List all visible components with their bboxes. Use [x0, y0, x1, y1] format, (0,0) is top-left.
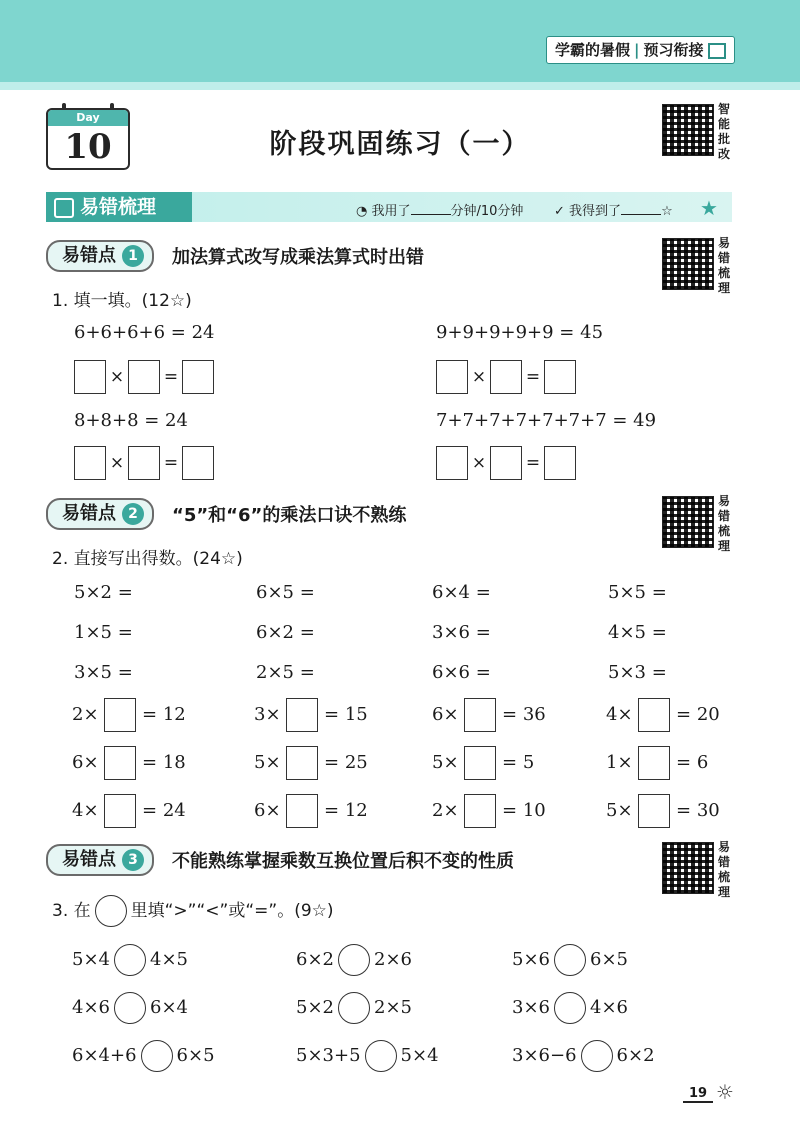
- q2-fill-item: [72, 746, 186, 780]
- compare-left: 5×4: [72, 949, 110, 970]
- score-prefix: 我得到了: [569, 204, 622, 219]
- fill-prefix: 5×: [606, 800, 633, 821]
- q2-fill-item: [432, 746, 534, 780]
- day-number: 10: [64, 127, 112, 167]
- error-point-title-3: 不能熟练掌握乘数互换位置后积不变的性质: [172, 851, 514, 872]
- error-point-title-1: 加法算式改写成乘法算式时出错: [172, 247, 424, 268]
- compare-left: 6×4+6: [72, 1045, 137, 1066]
- brand-badge: [546, 36, 735, 64]
- fill-prefix: 4×: [606, 704, 633, 725]
- compare-circle[interactable]: [554, 944, 586, 976]
- equals-sign: =: [163, 367, 179, 387]
- answer-box[interactable]: [128, 360, 160, 394]
- circle-icon: [95, 895, 127, 927]
- compare-right: 6×2: [616, 1045, 655, 1066]
- equals-sign: =: [163, 453, 179, 473]
- check-icon: ✓: [554, 204, 565, 219]
- compare-right: 6×5: [590, 949, 628, 970]
- book-icon: [708, 43, 726, 59]
- q2-item: 6×2 =: [256, 622, 315, 643]
- q1-answer-row: [436, 446, 576, 480]
- q3-compare: [72, 1040, 215, 1072]
- fill-prefix: 2×: [432, 800, 459, 821]
- star-icon: ★: [700, 196, 718, 220]
- qr-code-icon[interactable]: [662, 238, 714, 290]
- question-3-title: [52, 895, 334, 927]
- fill-suffix: = 15: [324, 704, 368, 725]
- fill-prefix: 2×: [72, 704, 99, 725]
- q3-compare: [512, 944, 628, 976]
- question-1-title: 1. 填一填。(12☆): [52, 291, 192, 311]
- q3-compare: [296, 992, 412, 1024]
- q2-item: 6×4 =: [432, 582, 491, 603]
- q2-fill-item: [254, 746, 368, 780]
- answer-box[interactable]: [638, 794, 670, 828]
- q3-compare: [512, 992, 628, 1024]
- answer-box[interactable]: [104, 746, 136, 780]
- section-label: 易错梳理: [80, 196, 157, 218]
- q2-fill-item: [72, 794, 186, 828]
- compare-circle[interactable]: [338, 992, 370, 1024]
- score-got: [554, 200, 673, 219]
- q2-item: 5×3 =: [608, 662, 667, 683]
- fill-suffix: = 30: [676, 800, 720, 821]
- answer-box[interactable]: [544, 360, 576, 394]
- compare-circle[interactable]: [365, 1040, 397, 1072]
- clock-icon: ◔: [356, 204, 368, 219]
- error-point-label: 易错点: [62, 503, 116, 524]
- compare-right: 5×4: [400, 1045, 439, 1066]
- q2-item: 5×2 =: [74, 582, 133, 603]
- fill-prefix: 5×: [254, 752, 281, 773]
- q3-compare: [296, 944, 412, 976]
- compare-right: 2×5: [374, 997, 412, 1018]
- score-blank[interactable]: [621, 202, 661, 215]
- brand-right: 预习衔接: [643, 41, 704, 59]
- qr-code-icon[interactable]: [662, 496, 714, 548]
- page-title: 阶段巩固练习（一）: [269, 129, 531, 160]
- fill-prefix: 6×: [72, 752, 99, 773]
- q2-fill-item: [432, 794, 546, 828]
- page-number: 19: [683, 1086, 713, 1103]
- answer-box[interactable]: [490, 446, 522, 480]
- top-banner-strip: [0, 82, 800, 90]
- compare-right: 2×6: [374, 949, 412, 970]
- qr-caption-review: 易错梳理: [717, 494, 730, 553]
- answer-box[interactable]: [436, 360, 468, 394]
- fill-prefix: 5×: [432, 752, 459, 773]
- fill-suffix: = 5: [502, 752, 535, 773]
- day-label: Day: [48, 110, 128, 126]
- error-point-title-2: “5”和“6”的乘法口诀不熟练: [172, 505, 407, 526]
- answer-box[interactable]: [74, 446, 106, 480]
- day-calendar: [46, 108, 130, 170]
- fill-prefix: 6×: [254, 800, 281, 821]
- fill-suffix: = 18: [142, 752, 186, 773]
- error-point-label: 易错点: [62, 245, 116, 266]
- q1-answer-row: [74, 446, 214, 480]
- fill-suffix: = 6: [676, 752, 709, 773]
- score-suffix: ☆: [661, 204, 673, 219]
- compare-circle[interactable]: [581, 1040, 613, 1072]
- q1-answer-row: [436, 360, 576, 394]
- error-point-tag-2: [46, 498, 154, 530]
- answer-box[interactable]: [464, 698, 496, 732]
- fill-prefix: 3×: [254, 704, 281, 725]
- compare-circle[interactable]: [554, 992, 586, 1024]
- compare-right: 6×5: [176, 1045, 215, 1066]
- brand-separator: |: [634, 41, 640, 59]
- brand-left: 学霸的暑假: [555, 41, 631, 59]
- q2-item: 3×6 =: [432, 622, 491, 643]
- q1-equation: 7+7+7+7+7+7+7 = 49: [436, 410, 657, 431]
- fill-suffix: = 25: [324, 752, 368, 773]
- answer-box[interactable]: [436, 446, 468, 480]
- answer-box[interactable]: [464, 794, 496, 828]
- error-point-number: 2: [122, 503, 144, 525]
- fill-prefix: 1×: [606, 752, 633, 773]
- times-sign: ×: [471, 367, 487, 387]
- answer-box[interactable]: [74, 360, 106, 394]
- compare-left: 4×6: [72, 997, 110, 1018]
- time-used: [356, 200, 523, 219]
- qr-code-icon[interactable]: [662, 842, 714, 894]
- fill-suffix: = 10: [502, 800, 546, 821]
- compare-right: 4×6: [590, 997, 628, 1018]
- compare-right: 6×4: [150, 997, 188, 1018]
- q2-fill-item: [254, 794, 368, 828]
- q2-fill-item: [432, 698, 546, 732]
- answer-box[interactable]: [104, 794, 136, 828]
- error-point-number: 3: [122, 849, 144, 871]
- q2-item: 2×5 =: [256, 662, 315, 683]
- q1-equation: 6+6+6+6 = 24: [74, 322, 215, 343]
- q2-fill-item: [606, 698, 720, 732]
- q2-item: 5×5 =: [608, 582, 667, 603]
- compare-circle[interactable]: [141, 1040, 173, 1072]
- q2-item: 6×6 =: [432, 662, 491, 683]
- times-sign: ×: [109, 453, 125, 473]
- q2-fill-item: [606, 746, 708, 780]
- compare-circle[interactable]: [338, 944, 370, 976]
- answer-box[interactable]: [286, 746, 318, 780]
- compare-left: 5×3+5: [296, 1045, 361, 1066]
- error-point-tag-1: [46, 240, 154, 272]
- equals-sign: =: [525, 367, 541, 387]
- error-point-tag-3: [46, 844, 154, 876]
- q3-compare: [512, 1040, 655, 1072]
- answer-box[interactable]: [128, 446, 160, 480]
- compare-circle[interactable]: [114, 992, 146, 1024]
- times-sign: ×: [471, 453, 487, 473]
- answer-box[interactable]: [182, 446, 214, 480]
- q2-item: 3×5 =: [74, 662, 133, 683]
- fill-prefix: 6×: [432, 704, 459, 725]
- compare-circle[interactable]: [114, 944, 146, 976]
- time-blank[interactable]: [411, 202, 451, 215]
- answer-box[interactable]: [638, 698, 670, 732]
- q2-item: 6×5 =: [256, 582, 315, 603]
- question-2-title: 2. 直接写出得数。(24☆): [52, 549, 243, 569]
- error-point-number: 1: [122, 245, 144, 267]
- q1-answer-row: [74, 360, 214, 394]
- q3-title-pre: 3. 在: [52, 901, 91, 921]
- time-prefix: 我用了: [371, 204, 411, 219]
- error-point-label: 易错点: [62, 849, 116, 870]
- qr-caption-grading: 智能批改: [717, 102, 730, 161]
- answer-box[interactable]: [638, 746, 670, 780]
- q2-fill-item: [606, 794, 720, 828]
- q2-item: 1×5 =: [74, 622, 133, 643]
- q1-equation: 8+8+8 = 24: [74, 410, 188, 431]
- q3-compare: [296, 1040, 439, 1072]
- q2-fill-item: [254, 698, 368, 732]
- compare-left: 6×2: [296, 949, 334, 970]
- compare-left: 3×6: [512, 997, 550, 1018]
- compare-left: 3×6−6: [512, 1045, 577, 1066]
- answer-box[interactable]: [286, 698, 318, 732]
- list-icon: [54, 198, 74, 218]
- qr-caption-review: 易错梳理: [717, 236, 730, 295]
- compare-left: 5×6: [512, 949, 550, 970]
- answer-box[interactable]: [490, 360, 522, 394]
- q2-fill-item: [72, 698, 186, 732]
- q2-item: 4×5 =: [608, 622, 667, 643]
- qr-caption-review: 易错梳理: [717, 840, 730, 899]
- q3-compare: [72, 944, 188, 976]
- fill-suffix: = 12: [324, 800, 368, 821]
- fill-suffix: = 24: [142, 800, 186, 821]
- compare-left: 5×2: [296, 997, 334, 1018]
- q3-compare: [72, 992, 188, 1024]
- equals-sign: =: [525, 453, 541, 473]
- time-suffix: 分钟/10分钟: [450, 204, 524, 219]
- q3-title-post: 里填“>”“<”或“=”。(9☆): [130, 901, 334, 921]
- answer-box[interactable]: [464, 746, 496, 780]
- fill-prefix: 4×: [72, 800, 99, 821]
- q1-equation: 9+9+9+9+9 = 45: [436, 322, 604, 343]
- qr-code-icon[interactable]: [662, 104, 714, 156]
- fill-suffix: = 20: [676, 704, 720, 725]
- answer-box[interactable]: [182, 360, 214, 394]
- answer-box[interactable]: [286, 794, 318, 828]
- sun-icon: ☼: [716, 1080, 734, 1104]
- answer-box[interactable]: [544, 446, 576, 480]
- compare-right: 4×5: [150, 949, 188, 970]
- answer-box[interactable]: [104, 698, 136, 732]
- fill-suffix: = 12: [142, 704, 186, 725]
- fill-suffix: = 36: [502, 704, 546, 725]
- times-sign: ×: [109, 367, 125, 387]
